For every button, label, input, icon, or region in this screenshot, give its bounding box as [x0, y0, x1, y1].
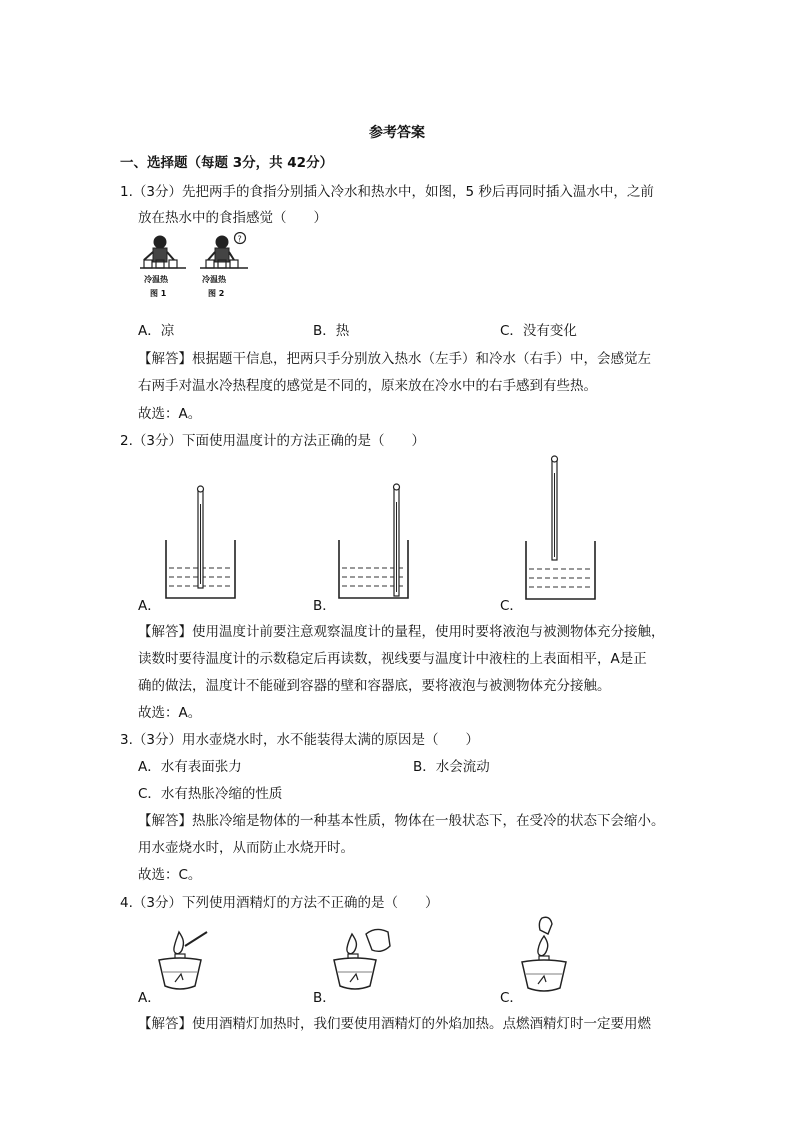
q1-answer-line2: 右两手对温水冷热程度的感觉是不同的，原来放在冷水中的右手感到有些热。 — [138, 378, 597, 394]
q3-option-a: A．水有表面张力 — [138, 759, 242, 775]
q2-option-a: A． — [138, 598, 161, 614]
svg-text:?: ? — [237, 234, 242, 244]
q2-figure-b — [336, 482, 412, 602]
q2-figure-a — [163, 484, 239, 602]
q2-answer-line1: 【解答】使用温度计前要注意观察温度计的量程，使用时要将液泡与被测物体充分接触， — [138, 624, 665, 640]
q1-stem-line2: 放在热水中的食指感觉（ ） — [138, 210, 327, 226]
q2-option-c: C． — [500, 598, 523, 614]
q3-choice: 故选：C。 — [138, 867, 202, 883]
q4-option-a: A． — [138, 990, 161, 1006]
q3-answer-line1: 【解答】热胀冷缩是物体的一种基本性质，物体在一般状态下，在受冷的状态下会缩小。 — [138, 813, 665, 829]
q1-fig2-caption: 冷温热 — [202, 275, 226, 284]
q1-option-c: C．没有变化 — [500, 323, 577, 339]
q1-choice: 故选：A。 — [138, 406, 202, 422]
q4-answer-line1: 【解答】使用酒精灯加热时，我们要使用酒精灯的外焰加热。点燃酒精灯时一定要用燃 — [138, 1016, 651, 1032]
q4-option-b: B． — [313, 990, 336, 1006]
q3-option-b: B．水会流动 — [413, 759, 490, 775]
page-title: 参考答案 — [369, 125, 425, 141]
q2-option-b: B． — [313, 598, 336, 614]
q1-figure-2 — [200, 233, 248, 269]
q2-stem: 2.（3分）下面使用温度计的方法正确的是（ ） — [120, 433, 425, 449]
q1-fig1-number: 图 1 — [150, 289, 167, 298]
q4-figure-a — [155, 928, 213, 994]
q4-option-c: C． — [500, 990, 523, 1006]
q2-choice: 故选：A。 — [138, 705, 202, 721]
q1-fig1-caption: 冷温热 — [144, 275, 168, 284]
q2-answer-line3: 确的做法，温度计不能碰到容器的壁和容器底，要将液泡与被测物体充分接触。 — [138, 678, 611, 694]
q1-figure — [138, 232, 252, 304]
q1-answer-line1: 【解答】根据题干信息，把两只手分别放入热水（左手）和冷水（右手）中，会感觉左 — [138, 351, 651, 367]
q3-option-c: C．水有热胀冷缩的性质 — [138, 786, 283, 802]
q1-option-a: A．凉 — [138, 323, 175, 339]
q4-stem: 4.（3分）下列使用酒精灯的方法不正确的是（ ） — [120, 895, 439, 911]
section-heading: 一、选择题（每题 3分，共 42分） — [120, 155, 334, 171]
q1-stem-line1: 1.（3分）先把两手的食指分别插入冷水和热水中，如图，5 秒后再同时插入温水中，之前 — [120, 184, 654, 200]
q4-figure-c — [518, 916, 576, 994]
q3-stem: 3.（3分）用水壶烧水时，水不能装得太满的原因是（ ） — [120, 732, 479, 748]
q4-figure-b — [332, 924, 396, 994]
q1-figure-1 — [140, 236, 186, 268]
q2-answer-line2: 读数时要待温度计的示数稳定后再读数，视线要与温度计中液柱的上表面相平，A是正 — [138, 651, 647, 667]
q3-answer-line2: 用水壶烧水时，从而防止水烧开时。 — [138, 840, 354, 856]
q1-option-b: B．热 — [313, 323, 350, 339]
q2-figure-c — [523, 455, 599, 603]
q1-fig2-number: 图 2 — [208, 289, 225, 298]
